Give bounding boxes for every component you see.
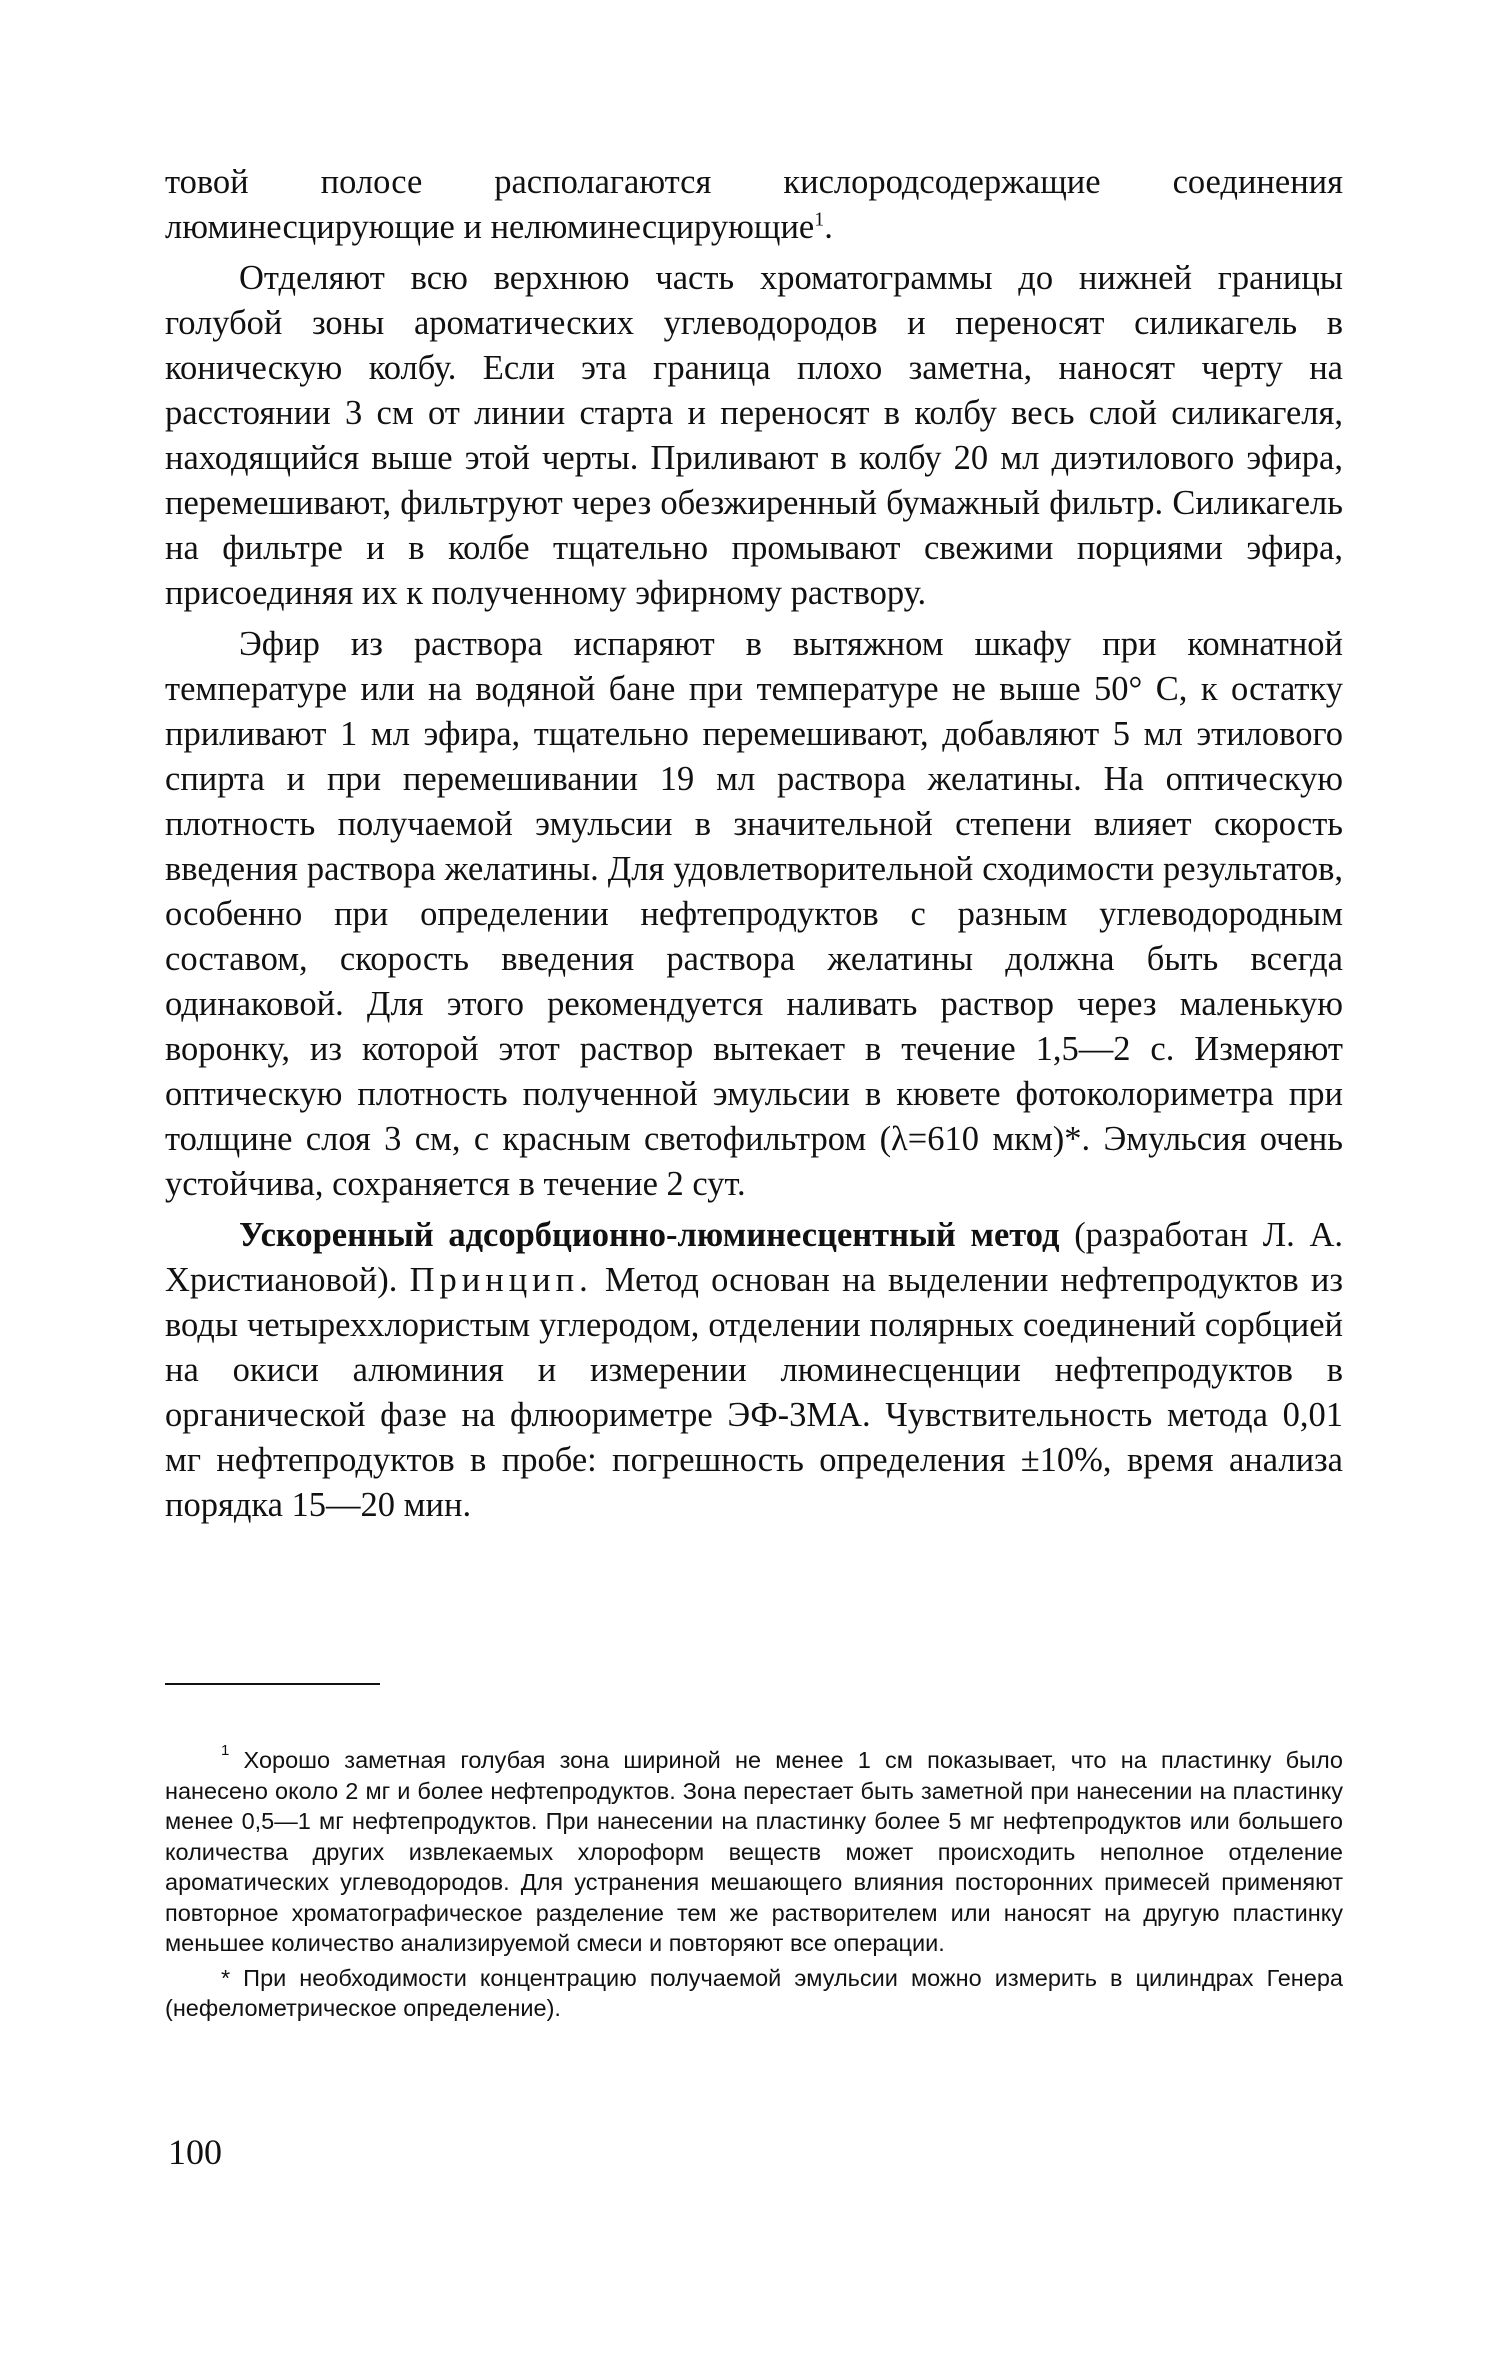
- footnote-divider: [165, 1683, 380, 1685]
- footnote-asterisk-mark: *: [221, 1964, 231, 1991]
- paragraph-2: Отделяют всю верхнюю часть хроматограммы до нижней границы голубой зоны ароматических углеводородов и переносят силикагель в коническую колбу. Если эта граница плохо заметна, наносят черту на расстоянии 3 см от линии старта и переносят в колбу весь слой силикагеля, находящийся выше этой черты. Приливают в колбу 20 мл диэтилового эфира, перемешивают, фильтруют через обезжиренный бумажный фильтр. Силикагель на фильтре и в колбе тщательно промывают свежими порциями эфира, присоединяя их к полученному эфирному раствору.: [165, 259, 1343, 612]
- principle-label: Принцип.: [409, 1261, 593, 1299]
- footnote-ref-1: 1: [814, 208, 825, 231]
- footnotes: [165, 1742, 1343, 2024]
- page-number: 100: [168, 2132, 222, 2172]
- method-author: (разработан Л. А. Христиановой).: [165, 1216, 1343, 1299]
- footnote-asterisk: [165, 1963, 1343, 2024]
- paragraph-1-end: .: [824, 208, 833, 246]
- footnote-asterisk-text: При необходимости концентрацию получаемой эмульсии можно измерить в цилиндрах Генера (нефелометрическое определение).: [165, 1964, 1343, 2021]
- paragraph-4: [165, 1213, 1343, 1528]
- paragraph-1: [165, 160, 1343, 250]
- paragraph-1-text: товой полосе располагаются кислородсодержащие соединения люминесцирующие и нелюминесцирующие: [165, 163, 1343, 246]
- footnote-1-text: Хорошо заметная голубая зона шириной не менее 1 см показывает, что на пластинку было нанесено около 2 мг и более нефтепродуктов. Зона перестает быть заметной при нанесении на пластинку менее 0,5—1 мг нефтепродуктов. При нанесении на пластинку более 5 мг нефтепродуктов или большего количества других извлекаемых хлороформ веществ может происходить неполное отделение ароматических углеводородов. Для устранения мешающего влияния посторонних примесей применяют повторное хроматографическое разделение тем же растворителем или наносят на другую пластинку меньшее количество анализируемой смеси и повторяют все операции.: [165, 1747, 1343, 1956]
- method-title: Ускоренный адсорбционно-люминесцентный метод: [239, 1216, 1060, 1254]
- paragraph-3: Эфир из раствора испаряют в вытяжном шкафу при комнатной температуре или на водяной бане при температуре не выше 50° С, к остатку приливают 1 мл эфира, тщательно перемешивают, добавляют 5 мл этилового спирта и при перемешивании 19 мл раствора желатины. На оптическую плотность получаемой эмульсии в значительной степени влияет скорость введения раствора желатины. Для удовлетворительной сходимости результатов, особенно при определении нефтепродуктов с разным углеводородным составом, скорость введения раствора желатины должна быть всегда одинаковой. Для этого рекомендуется наливать раствор через маленькую воронку, из которой этот раствор вытекает в течение 1,5—2 с. Измеряют оптическую плотность полученной эмульсии в кювете фотоколориметра при толщине слоя 3 см, с красным светофильтром (λ=610 мкм)*. Эмульсия очень устойчива, сохраняется в течение 2 сут.: [165, 625, 1343, 1203]
- footnote-1: [165, 1742, 1343, 1959]
- main-text: [165, 160, 1343, 1528]
- footnote-1-mark: 1: [221, 1742, 230, 1759]
- method-description: Метод основан на выделении нефтепродуктов из воды четыреххлористым углеродом, отделении полярных соединений сорбцией на окиси алюминия и измерении люминесценции нефтепродуктов в органической фазе на флюориметре ЭФ-3МА. Чувствительность метода 0,01 мг нефтепродуктов в пробе: погрешность определения ±10%, время анализа порядка 15—20 мин.: [165, 1261, 1344, 1524]
- page-body: [165, 160, 1343, 1528]
